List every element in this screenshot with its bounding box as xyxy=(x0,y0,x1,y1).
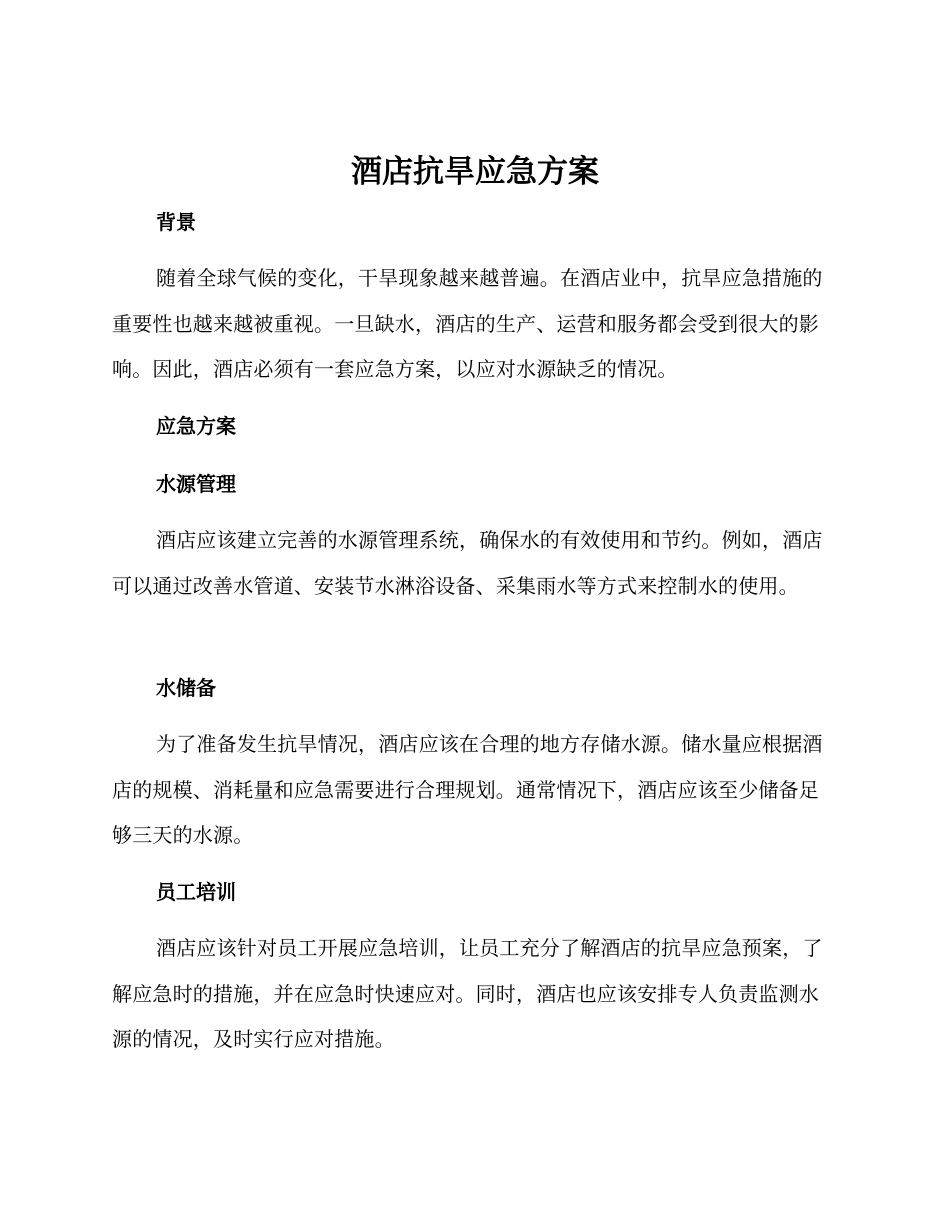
section-paragraph-background: 随着全球气候的变化，干旱现象越来越普遍。在酒店业中，抗旱应急措施的重要性也越来越被重视。一旦缺水，酒店的生产、运营和服务都会受到很大的影响。因此，酒店必须有一套应急方案，以应对水源缺乏的情况。 xyxy=(112,266,823,381)
section-paragraph-staff-training: 酒店应该针对员工开展应急培训，让员工充分了解酒店的抗旱应急预案，了解应急时的措施，并在应急时快速应对。同时，酒店也应该安排专人负责监测水源的情况，及时实行应对措施。 xyxy=(112,936,823,1051)
section-heading-background: 背景 xyxy=(156,210,196,234)
page-title: 酒店抗旱应急方案 xyxy=(351,154,599,190)
section-paragraph-water-storage: 为了准备发生抗旱情况，酒店应该在合理的地方存储水源。储水量应根据酒店的规模、消耗量和应急需要进行合理规划。通常情况下，酒店应该至少储备足够三天的水源。 xyxy=(112,732,823,847)
section-heading-water-storage: 水储备 xyxy=(156,676,216,700)
section-heading-water-management: 水源管理 xyxy=(156,472,236,496)
section-heading-staff-training: 员工培训 xyxy=(156,880,236,904)
section-paragraph-water-management: 酒店应该建立完善的水源管理系统，确保水的有效使用和节约。例如，酒店可以通过改善水管道、安装节水淋浴设备、采集雨水等方式来控制水的使用。 xyxy=(112,528,823,598)
section-heading-emergency-plan: 应急方案 xyxy=(156,414,236,438)
